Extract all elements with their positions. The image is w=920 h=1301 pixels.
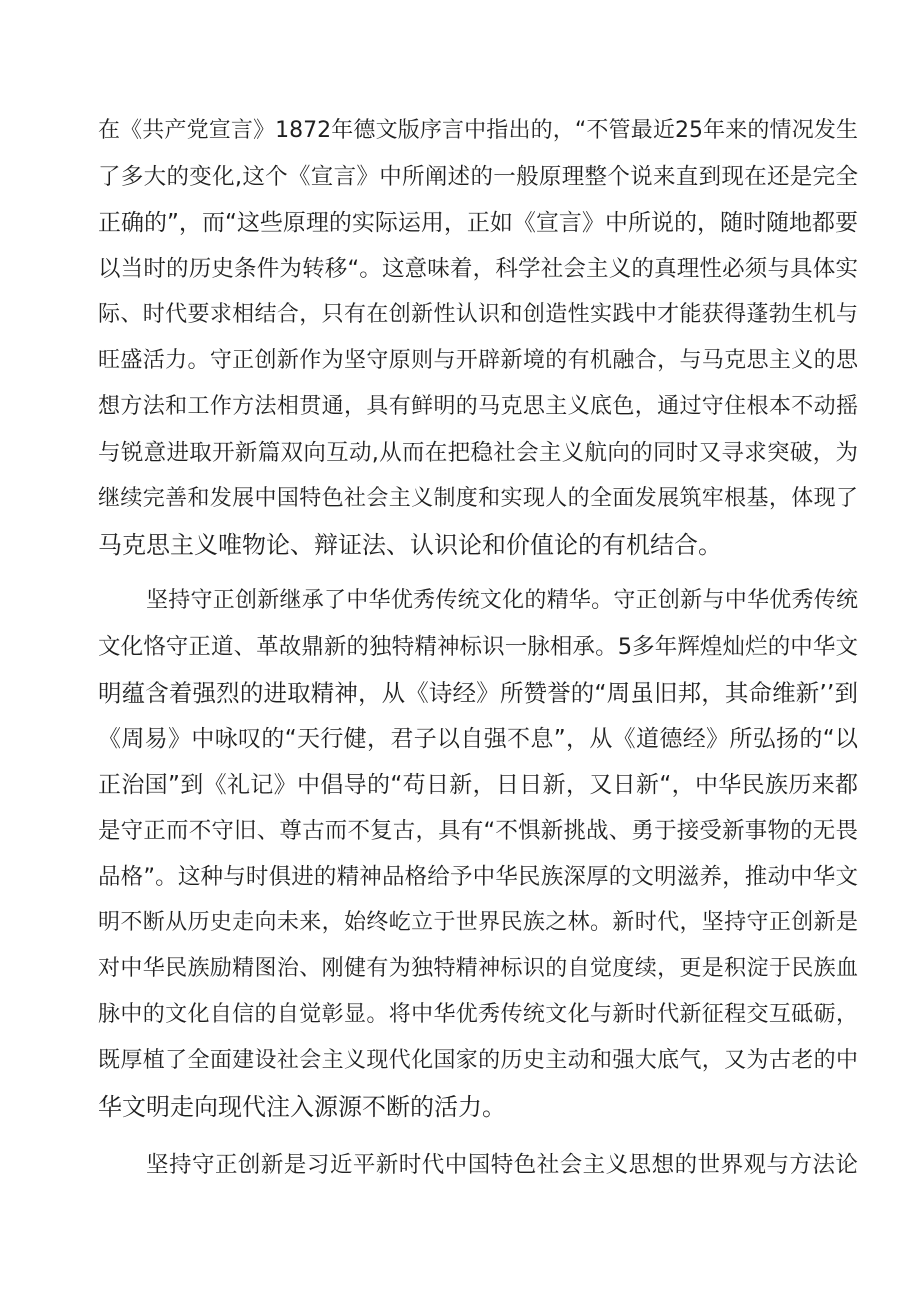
paragraph-1-line-10: 马克思主义唯物论、辩证法、认识论和价值论的有机结合。 [98,531,722,559]
paragraph-2-line-1: 坚持守正创新继承了中华优秀传统文化的精华。守正创新与中华优秀传统 [146,588,858,613]
paragraph-2-line-3: 明蕴含着强烈的进取精神，从《诗经》所赞誉的“周虽旧邦，其命维新’’到 [98,679,858,707]
paragraph-2-line-2: 文化恪守正道、革故鼎新的独特精神标识一脉相承。5多年辉煌灿烂的中华文 [98,634,858,660]
paragraph-2-line-8: 明不断从历史走向未来，始终屹立于世界民族之林。新时代，坚持守正创新是 [98,910,858,935]
paragraph-1-line-5: 际、时代要求相结合，只有在创新性认识和创造性实践中才能获得蓬勃生机与 [98,302,858,327]
paragraph-1-line-7: 想方法和工作方法相贯通，具有鲜明的马克思主义底色，通过守住根本不动摇 [98,394,858,419]
paragraph-1-line-9: 继续完善和发展中国特色社会主义制度和实现人的全面发展筑牢根基，体现了 [98,486,858,511]
paragraph-1-line-8: 与锐意进取开新篇双向互动,从而在把稳社会主义航向的同时又寻求突破，为 [98,440,858,466]
paragraph-2-line-6: 是守正而不守旧、尊古而不复古，具有“不惧新挑战、勇于接受新事物的无畏 [98,818,858,844]
paragraph-1-line-1: 在《共产党宣言》1872年德文版序言中指出的，“不管最近25年来的情况发生 [98,118,858,143]
paragraph-2-line-10: 脉中的文化自信的自觉彰显。将中华优秀传统文化与新时代新征程交互砥砺， [98,1002,858,1027]
paragraph-2-line-11: 既厚植了全面建设社会主义现代化国家的历史主动和强大底气，又为古老的中 [98,1048,858,1073]
paragraph-1-line-2: 了多大的变化,这个《宣言》中所阐述的一般原理整个说来直到现在还是完全 [98,164,858,190]
paragraph-3-line-1: 坚持守正创新是习近平新时代中国特色社会主义思想的世界观与方法论 [146,1152,858,1178]
paragraph-2-line-9: 对中华民族励精图治、刚健有为独特精神标识的自觉度续，更是积淀于民族血 [98,956,858,981]
paragraph-1-line-6: 旺盛活力。守正创新作为坚守原则与开辟新境的有机融合，与马克思主义的思 [98,348,858,373]
paragraph-2-line-12: 华文明走向现代注入源源不断的活力。 [98,1093,506,1121]
paragraph-2-line-5: 正治国”到《礼记》中倡导的“苟日新，日日新，又日新“，中华民族历来都 [98,772,858,798]
paragraph-2-line-7: 品格”。这种与时俱进的精神品格给予中华民族深厚的文明滋养，推动中华文 [98,864,858,890]
paragraph-2-line-4: 《周易》中咏叹的“天行健，君子以自强不息”，从《道德经》所弘扬的“以 [98,726,858,752]
paragraph-1-line-4: 以当时的历史条件为转移“。这意味着，科学社会主义的真理性必须与具体实 [98,256,858,282]
paragraph-1-line-3: 正确的”，而“这些原理的实际运用，正如《宣言》中所说的，随时随地都要 [98,210,858,236]
